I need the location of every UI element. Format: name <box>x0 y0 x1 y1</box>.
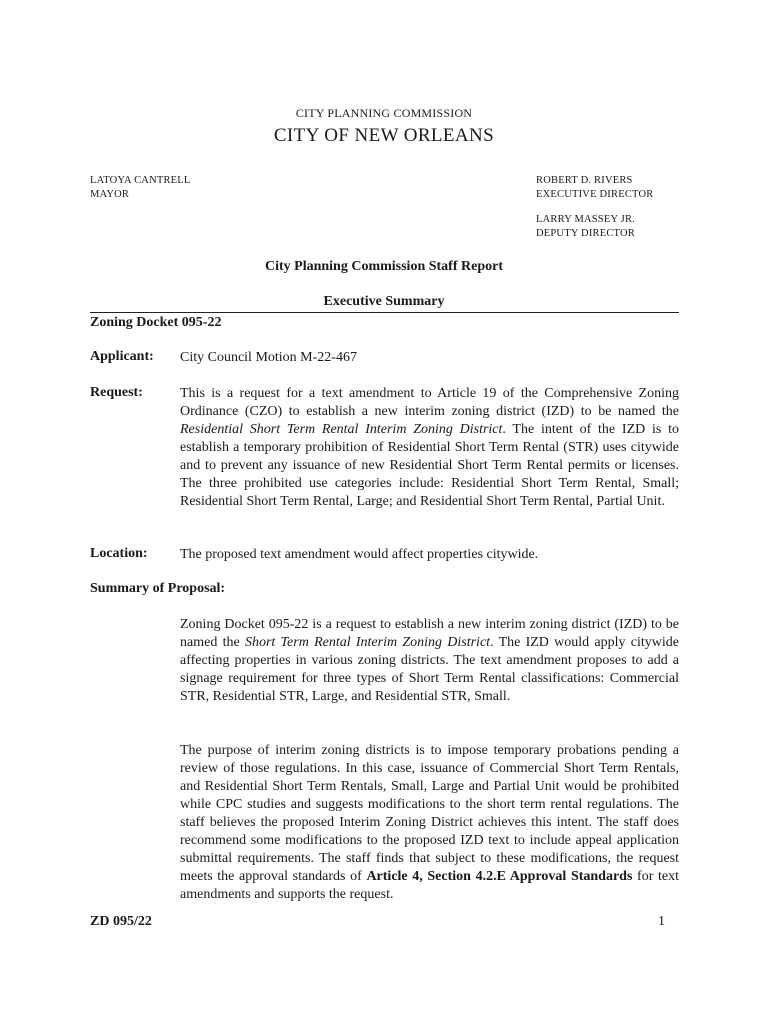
request-district-name: Residential Short Term Rental Interim Zoning District <box>180 422 503 437</box>
deputy-director-block <box>536 213 635 240</box>
footer-docket: ZD 095/22 <box>90 914 152 929</box>
summary-paragraph-2: The purpose of interim zoning districts is to impose temporary probations pending a review of those regulations. In this case, issuance of Commercial Short Term Rentals, and Residential Short Term Rentals, Small, Large and Partial Unit would be prohibited while CPC studies and suggests modifications to the short term rental regulations. The staff believes the proposed Interim Zoning District achieves this intent. The staff does recommend some modifications to the proposed IZD text to include appeal application submittal requirements. The staff finds that subject to these modifications, the request meets the approval standards of Article 4, Section 4.2.E Approval Standards for text amendments and supports the request. <box>180 743 680 902</box>
applicant-value: City Council Motion M-22-467 <box>180 350 357 365</box>
report-title: City Planning Commission Staff Report <box>264 259 503 274</box>
executive-director-title: EXECUTIVE DIRECTOR <box>536 188 654 200</box>
executive-director-block <box>536 174 653 201</box>
header-divider <box>90 312 679 313</box>
deputy-director-name: LARRY MASSEY JR. <box>536 214 635 225</box>
org-title: CITY OF NEW ORLEANS <box>273 125 495 146</box>
approval-standards-reference: Article 4, Section 4.2.E Approval Standards <box>366 869 633 884</box>
location-value: The proposed text amendment would affect properties citywide. <box>180 547 539 562</box>
report-subtitle: Executive Summary <box>323 294 445 309</box>
deputy-director-title: DEPUTY DIRECTOR <box>536 227 635 239</box>
applicant-label: Applicant: <box>90 349 154 364</box>
docket-number: Zoning Docket 095-22 <box>90 315 222 330</box>
mayor-name: LATOYA CANTRELL <box>90 175 191 186</box>
mayor-block <box>90 174 191 201</box>
page-number: 1 <box>658 914 665 929</box>
executive-director-name: ROBERT D. RIVERS <box>536 175 633 186</box>
request-text: This is a request for a text amendment to Article 19 of the Comprehensive Zoning Ordinance (CZO) to establish a new interim zoning district (IZD) to be named the Residential Short Term Rental Interim Zoning District. The intent of the IZD is to establish a temporary prohibition of Residential Short Term Rental (STR) uses citywide and to prevent any issuance of new Residential Short Term Rental permits or licenses. The three prohibited use categories include: Residential Short Term Rental, Small; Residential Short Term Rental, Large; and Residential Short Term Rental, Partial Unit. <box>180 386 680 509</box>
summary-label: Summary of Proposal: <box>90 581 226 596</box>
location-label: Location: <box>90 546 148 561</box>
mayor-title: MAYOR <box>90 188 130 200</box>
summary-district-name: Short Term Rental Interim Zoning District <box>244 635 491 650</box>
request-label: Request: <box>90 385 143 400</box>
summary-paragraph-1: Zoning Docket 095-22 is a request to establish a new interim zoning district (IZD) to be named the Short Term Rental Interim Zoning District. The IZD would apply citywide affecting properties in various zoning districts. The text amendment proposes to add a signage requirement for three types of Short Term Rental classifications: Commercial STR, Residential STR, Large, and Residential STR, Small. <box>180 617 679 704</box>
org-subtitle: CITY PLANNING COMMISSION <box>295 106 473 120</box>
